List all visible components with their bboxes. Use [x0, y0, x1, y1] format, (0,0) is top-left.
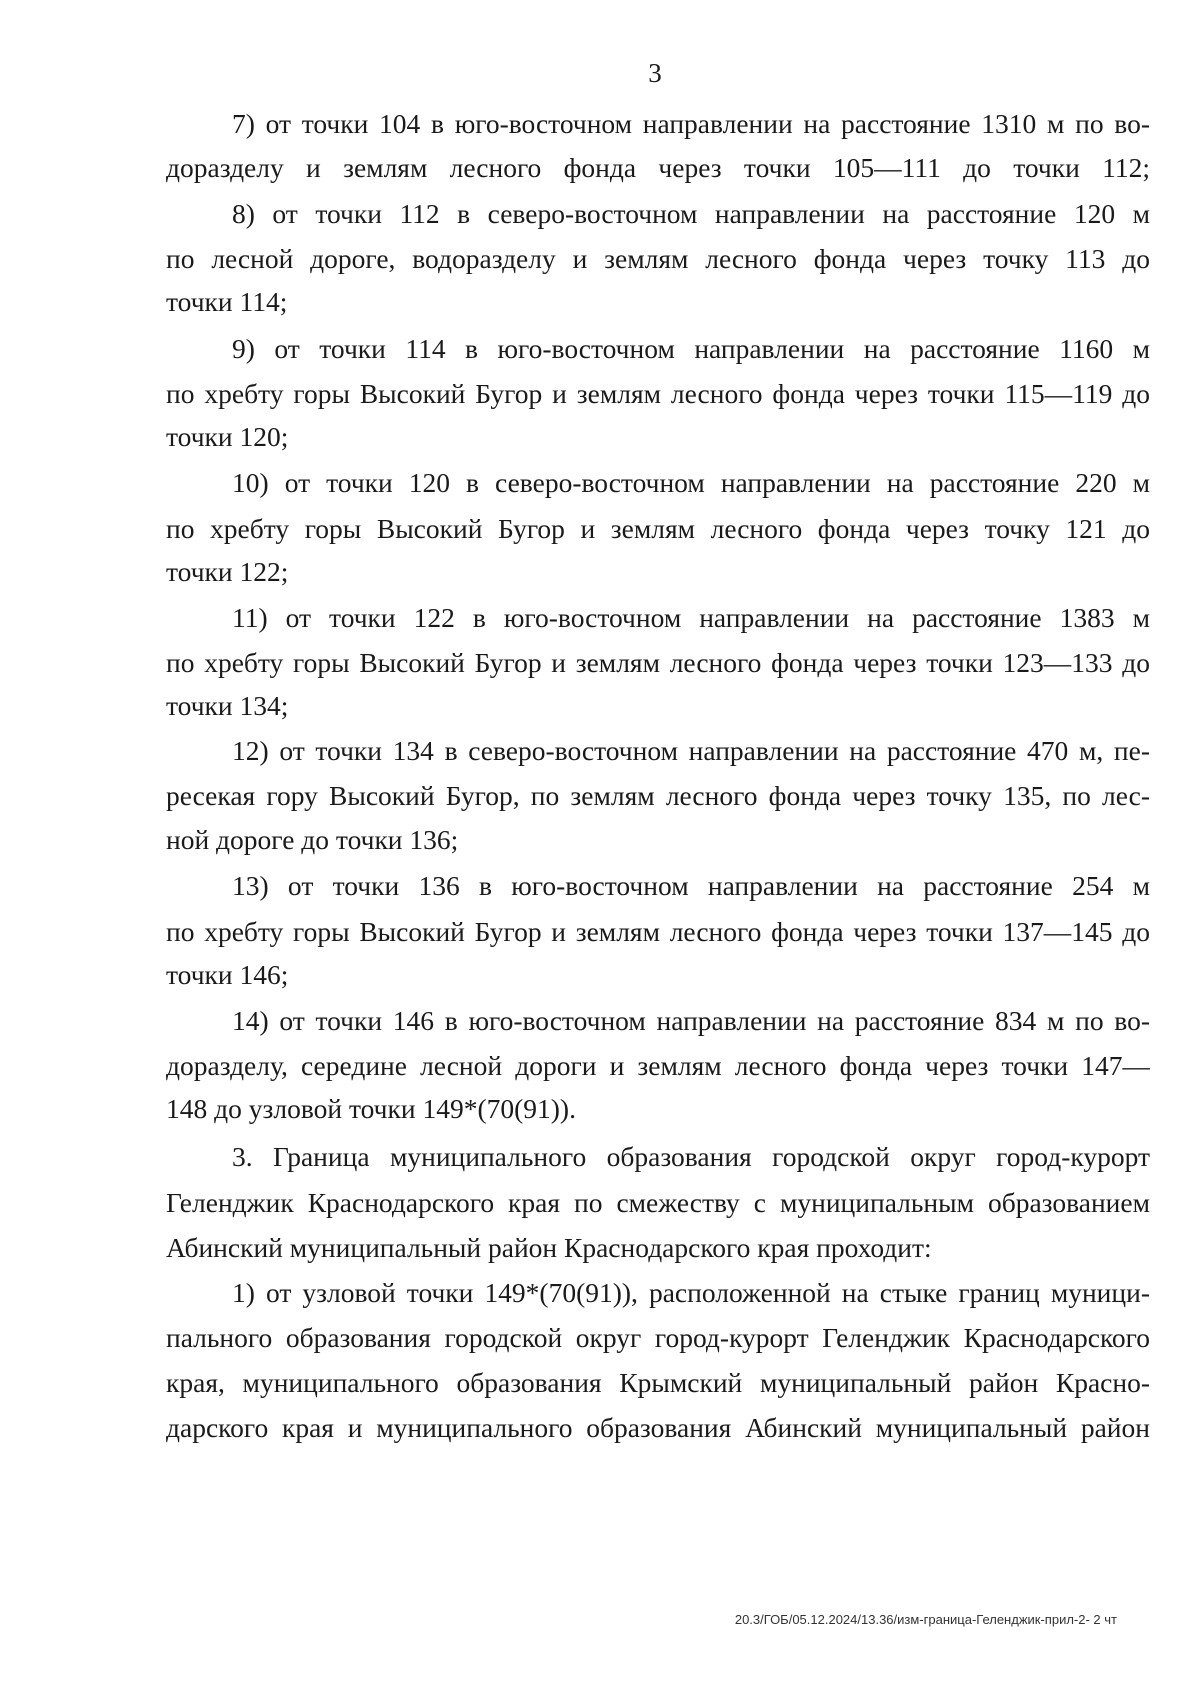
- text-line: точки 122;: [166, 556, 289, 587]
- text-line: 11) от точки 122 в юго-восточном направлении на расстояние 1383 м: [232, 602, 1150, 633]
- text-line: 3. Граница муниципального образования городской округ город-курорт: [232, 1141, 1150, 1172]
- text-line: ресекая гору Высокий Бугор, по землям лесного фонда через точку 135, по лес-: [166, 780, 1150, 811]
- text-line: 148 до узловой точки 149*(70(91)).: [166, 1093, 576, 1124]
- text-line: доразделу и землям лесного фонда через точки 105—111 до точки 112;: [166, 152, 1150, 183]
- text-line: точки 120;: [166, 421, 289, 452]
- text-line: пального образования городской округ город-курорт Геленджик Краснодарского: [166, 1322, 1150, 1353]
- text-line: 10) от точки 120 в северо-восточном направлении на расстояние 220 м: [232, 467, 1150, 498]
- text-line: 9) от точки 114 в юго-восточном направлении на расстояние 1160 м: [232, 333, 1150, 364]
- text-line: 7) от точки 104 в юго-восточном направлении на расстояние 1310 м по во-: [232, 108, 1150, 139]
- text-line: по хребту горы Высокий Бугор и землям лесного фонда через точки 137—145 до: [166, 916, 1150, 947]
- text-line: по хребту горы Высокий Бугор и землям лесного фонда через точку 121 до: [166, 513, 1150, 544]
- text-line: ной дороге до точки 136;: [166, 824, 459, 855]
- text-line: Геленджик Краснодарского края по смежеству с муниципальным образованием: [166, 1187, 1150, 1218]
- text-line: 1) от узловой точки 149*(70(91)), расположенной на стыке границ муници-: [232, 1277, 1150, 1308]
- page-number: 3: [648, 58, 662, 88]
- text-line: 14) от точки 146 в юго-восточном направлении на расстояние 834 м по во-: [232, 1005, 1150, 1036]
- text-line: по хребту горы Высокий Бугор и землям лесного фонда через точки 123—133 до: [166, 647, 1150, 678]
- text-line: края, муниципального образования Крымский муниципальный район Красно-: [166, 1367, 1150, 1398]
- text-line: дарского края и муниципального образования Абинский муниципальный район: [166, 1412, 1150, 1443]
- text-line: 12) от точки 134 в северо-восточном направлении на расстояние 470 м, пе-: [232, 735, 1150, 766]
- text-line: по хребту горы Высокий Бугор и землям лесного фонда через точки 115—119 до: [166, 378, 1150, 409]
- text-line: точки 134;: [166, 690, 289, 721]
- text-line: Абинский муниципальный район Краснодарского края проходит:: [166, 1232, 932, 1263]
- document-footer: 20.3/ГОБ/05.12.2024/13.36/изм-граница-Геленджик-прил-2- 2 чт: [734, 1612, 1117, 1627]
- text-line: точки 146;: [166, 959, 289, 990]
- text-line: доразделу, середине лесной дороги и землям лесного фонда через точки 147—: [166, 1050, 1150, 1081]
- text-line: по лесной дороге, водоразделу и землям лесного фонда через точку 113 до: [166, 243, 1150, 274]
- text-line: 13) от точки 136 в юго-восточном направлении на расстояние 254 м: [232, 870, 1150, 901]
- text-line: 8) от точки 112 в северо-восточном направлении на расстояние 120 м: [232, 198, 1150, 229]
- text-line: точки 114;: [166, 286, 288, 317]
